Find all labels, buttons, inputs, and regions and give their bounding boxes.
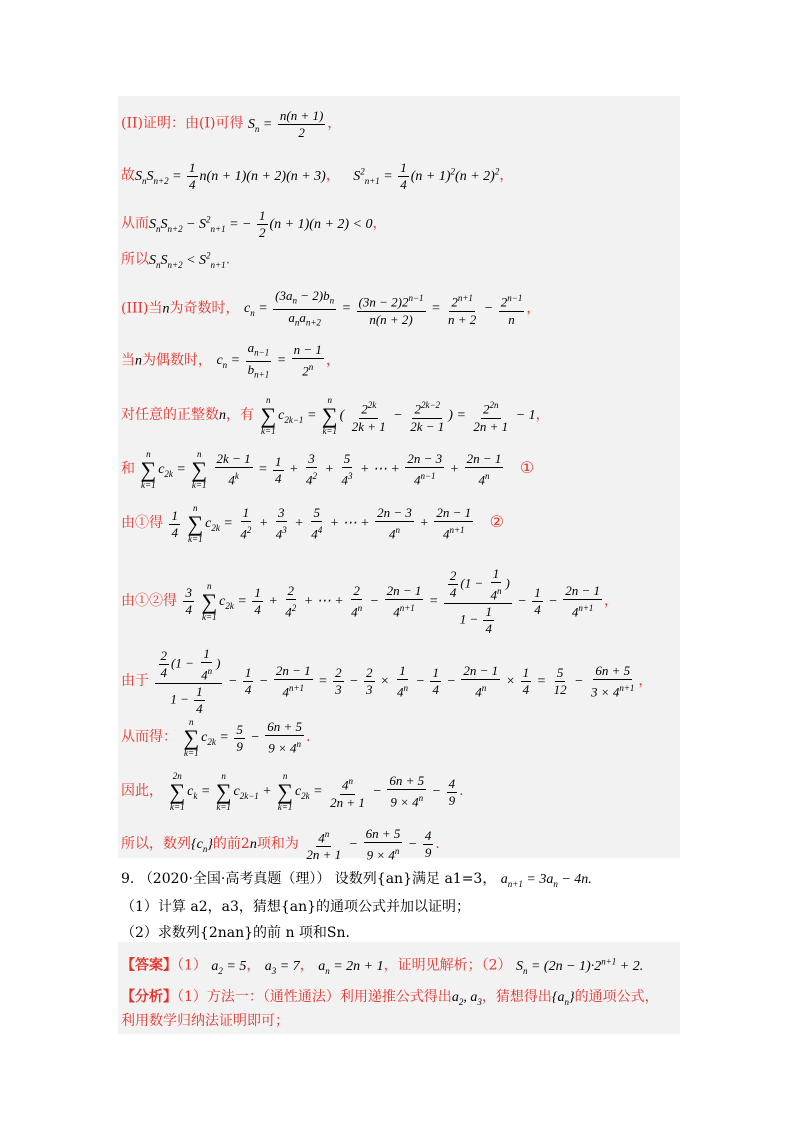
so-prefix: 所以，数列 — [121, 835, 191, 852]
so-var: n — [249, 836, 257, 852]
analysis-tag: 【分析】 — [121, 989, 177, 1005]
formula-even-result: n ∑ k=1 $c_{2k}$ = $\frac{5}{9}$ − $\frac{6n + 5}{9 \times 4^n}$ — [183, 717, 303, 758]
formula-diff: $S_nS_{n+2} - S^2_{n+1}$ = − $\frac{1}{2}$ (n + 1)(n + 2) < 0 — [149, 208, 373, 240]
formula-sum-odd: n ∑ k=1 $c_{2k-1}$ = n ∑ k=1 ( $\frac{2^{2k}}{2k + 1}$ − $\frac{2^{2k-2}}{2k - 1}$ ) = $\frac{2^{2n}}{2n + 1}$ − 1 — [260, 395, 536, 436]
part2-line3: 从而$S_nS_{n+2} - S^2_{n+1}$ = − $\frac{1}{2}$ (n + 1)(n + 2) < 0， — [121, 208, 387, 240]
part3-from1 — [121, 504, 682, 544]
part3-even: 当n为偶数时， $c_n$ = $\frac{a_{n-1}}{b_{n+1}}$ = $\frac{n - 1}{2^n}$ ， — [121, 340, 340, 380]
part3-so: 所以，数列$\{c_n\}$的前2n项和为 $\frac{4^n}{2n + 1}$ − $\frac{6n + 5}{9 \times 4^n}$ − $\frac{4}{9}$ . — [121, 826, 440, 863]
formula-recurrence: $a_{n+1} = 3a_n - 4n$. — [500, 872, 592, 889]
part3-any: 对任意的正整数n，有 n ∑ k=1 $c_{2k-1}$ = n ∑ k=1 ( $\frac{2^{2k}}{2k + 1}$ − $\frac{2^{2k-2}}{2k - 1}$ ) = $\frac{2^{2n}}{2n + 1}$ − 1， — [121, 395, 550, 436]
problem9-q2: （2）求数列{2nan}的前 n 项和Sn. — [121, 925, 350, 941]
therefore-label: 因此， — [121, 783, 163, 800]
formula-quarter-sum: $\frac{1}{4}$ n ∑ k=1 $c_{2k}$ = $\frac{1}{4^2}$ + $\frac{3}{4^3}$ + $\frac{5}{4^4}$ + ⋯ + $\frac{2n - 3}{4^n}$ + $\frac{2n - 1}{4^{n+1}}$ — [171, 503, 472, 544]
analysis-text3: 的通项公式， — [574, 989, 659, 1005]
odd-mid: 为奇数时， — [169, 300, 240, 317]
odd-prefix: (III)当 — [121, 300, 163, 317]
formula-cn-odd: $c_n$ = $\frac{(3a_n - 2)b_n}{a_na_{n+2}}$ = $\frac{(3n - 2)2^{n-1}}{n(n + 2)}$ = $\frac{2^{n+1}}{n + 2}$ − $\frac{2^{n-1}}{n}$ — [243, 288, 523, 328]
problem-number: 9. — [121, 871, 135, 887]
formula-square: $S^2_{n+1}$ = $\frac{1}{4}$ $(n + 1)^2(n + 2)^2$ — [353, 160, 500, 192]
problem-stem: 设数列{an}满足 — [334, 871, 440, 887]
formula-three-quarter: $\frac{3}{4}$ n ∑ k=1 $c_{2k}$ = $\frac{1}{4}$ + $\frac{2}{4^2}$ + ⋯ + $\frac{2}{4^n}$ − $\frac{2n - 1}{4^{n+1}}$ = $\frac{2}{4}$ (1 − $\frac{1}{4^n}$ ) 1 − $\frac{1}{4}$ − $\frac{1}{4}$ − $\frac{2n - 1}{4^{n+1}}$ — [185, 566, 600, 637]
formula-a3: $a_3 = 7$ — [264, 958, 300, 976]
part3-since: 由于 $\frac{2}{4}$ (1 − $\frac{1}{4^n}$ ) 1 − $\frac{1}{4}$ − $\frac{1}{4}$ − $\frac{2n - 1}{4^{n+1}}$ = $\frac{2}{3}$ − $\frac{2}{3}$ × $\frac{1}{4^n}$ − $\frac{1}{4}$ − $\frac{2n - 1}{4^n}$ × $\frac{1}{4}$ = $\frac{5}{12}$ − $\frac{6n + 5}{3 \times 4^{n+1}}$ ， — [121, 646, 653, 717]
part2-intro: (II)证明：由(I)可得 — [121, 115, 244, 132]
since-label: 由于 — [121, 672, 149, 689]
line2-prefix: 故 — [121, 167, 135, 184]
part3-odd: (III)当n为奇数时， $c_n$ = $\frac{(3a_n - 2)b_n}{a_na_{n+2}}$ = $\frac{(3n - 2)2^{n-1}}{n(n + 2)}$ = $\frac{2^{n+1}}{n + 2}$ − $\frac{2^{n-1}}{n}$ ， — [121, 288, 541, 328]
part2-line2: 故$S_nS_{n+2}$ = $\frac{1}{4}$ n(n + 1)(n + 2)(n + 3)， $S^2_{n+1}$ = $\frac{1}{4}$ $(n + 1)^2(n + 2)^2$， — [121, 160, 514, 192]
any-prefix: 对任意的正整数 — [121, 407, 219, 424]
formula-conclusion: $S_nS_{n+2} < S^2_{n+1}$ — [149, 250, 226, 270]
formula-a2: $a_2 = 5$ — [211, 958, 247, 976]
part3-from12: 由①②得 $\frac{3}{4}$ n ∑ k=1 $c_{2k}$ = $\frac{1}{4}$ + $\frac{2}{4^2}$ + ⋯ + $\frac{2}{4^n}$ − $\frac{2n - 1}{4^{n+1}}$ = $\frac{2}{4}$ (1 − $\frac{1}{4^n}$ ) 1 − $\frac{1}{4}$ − $\frac{1}{4}$ − $\frac{2n - 1}{4^{n+1}}$ ， — [121, 566, 618, 637]
mark-one: ① — [519, 458, 535, 478]
problem-source: （2020·全国·高考真题（理）） — [138, 871, 331, 887]
answer-line: 【答案】（1） $a_2 = 5$， $a_3 = 7$， $a_n = 2n + 1$，证明见解析；（2） $S_n = (2n - 1)\cdot 2^{n+1} + 2$. — [121, 956, 644, 976]
part3-therefore: 因此， 2n ∑ k=1 $c_k$ = n ∑ k=1 $c_{2k-1}$ + n ∑ k=1 $c_{2k}$ = $\frac{4^n}{2n + 1}$ − $\frac{6n + 5}{9 \times 4^n}$ − $\frac{4}{9}$ . — [121, 771, 464, 812]
formula-total: 2n ∑ k=1 $c_k$ = n ∑ k=1 $c_{2k-1}$ + n ∑ k=1 $c_{2k}$ = $\frac{4^n}{2n + 1}$ − $\frac{6n + 5}{9 \times 4^n}$ − $\frac{4}{9}$ — [169, 771, 456, 812]
answer-tag: 【答案】 — [121, 957, 177, 974]
from12-label: 由①②得 — [121, 592, 177, 609]
formula-product: $S_nS_{n+2}$ = $\frac{1}{4}$ n(n + 1)(n + 2)(n + 3) — [135, 160, 326, 192]
thus-label: 从而得： — [121, 729, 177, 746]
even-var: n — [135, 353, 142, 369]
odd-var: n — [162, 301, 170, 317]
answer-p2: （2） — [481, 957, 512, 974]
so-end: 项和为 — [256, 835, 299, 852]
and-prefix: 和 — [121, 461, 135, 478]
formula-an: $a_n = 2n + 1$ — [318, 958, 384, 976]
even-mid: 为偶数时， — [142, 352, 212, 369]
formula-sn: $S_n$ = $\frac{n(n + 1)}{2}$ — [247, 108, 324, 140]
formula-sn-final: $S_n = (2n - 1)\cdot 2^{n+1} + 2$. — [515, 956, 644, 976]
line3-prefix: 从而 — [121, 215, 149, 232]
formula-simplify: $\frac{2}{4}$ (1 − $\frac{1}{4^n}$ ) 1 − $\frac{1}{4}$ − $\frac{1}{4}$ − $\frac{2n - 1}{4^{n+1}}$ = $\frac{2}{3}$ − $\frac{2}{3}$ × $\frac{1}{4^n}$ − $\frac{1}{4}$ − $\frac{2n - 1}{4^n}$ × $\frac{1}{4}$ = $\frac{5}{12}$ − $\frac{6n + 5}{3 \times 4^{n+1}}$ — [149, 674, 638, 689]
part3-thus: 从而得： n ∑ k=1 $c_{2k}$ = $\frac{5}{9}$ − $\frac{6n + 5}{9 \times 4^n}$ . — [121, 717, 311, 758]
formula-final: $\frac{4^n}{2n + 1}$ − $\frac{6n + 5}{9 \times 4^n}$ − $\frac{4}{9}$ — [306, 826, 432, 863]
analysis-line1: 【分析】（1）方法一：（通性通法）利用递推公式得出$a_2$, $a_3$，猜想得出$\{a_n\}$的通项公式， — [121, 989, 659, 1007]
answer-proof: ，证明见解析； — [383, 957, 482, 974]
even-prefix: 当 — [121, 352, 135, 369]
any-var: n — [219, 408, 226, 424]
mark-two: ② — [489, 512, 504, 532]
problem9-q1: （1）计算 a2，a3，猜想{an}的通项公式并加以证明； — [121, 899, 471, 915]
any-mid: ，有 — [226, 407, 254, 424]
problem9-stem — [121, 870, 682, 893]
so-mid: 的前2 — [212, 835, 250, 852]
answer-p1: （1） — [177, 957, 207, 974]
formula-sum-even: n ∑ k=1 $c_{2k}$ = n ∑ k=1 $\frac{2k - 1}{4^k}$ = $\frac{1}{4}$ + $\frac{3}{4^2}$ + $\frac{5}{4^3}$ + ⋯ + $\frac{2n - 3}{4^{n-1}}$ + $\frac{2n - 1}{4^n}$ — [140, 449, 502, 490]
part2-line4: 所以$S_nS_{n+2} < S^2_{n+1}$. — [121, 250, 231, 270]
analysis-line2: 利用数学归纳法证明即可； — [121, 1013, 289, 1029]
part3-and — [121, 450, 682, 490]
line4-prefix: 所以 — [121, 251, 149, 268]
part2-line1: (II)证明：由(I)可得 $S_n$ = $\frac{n(n + 1)}{2}$ ， — [121, 108, 342, 140]
analysis-text2: ，猜想得出 — [481, 989, 552, 1005]
from1-label: 由①得 — [121, 515, 163, 532]
analysis-text1: （1）方法一：（通性通法）利用递推公式得出 — [177, 989, 452, 1005]
formula-cn-even: $c_n$ = $\frac{a_{n-1}}{b_{n+1}}$ = $\frac{n - 1}{2^n}$ — [216, 340, 322, 380]
problem-a1: a1=3， — [444, 871, 497, 887]
